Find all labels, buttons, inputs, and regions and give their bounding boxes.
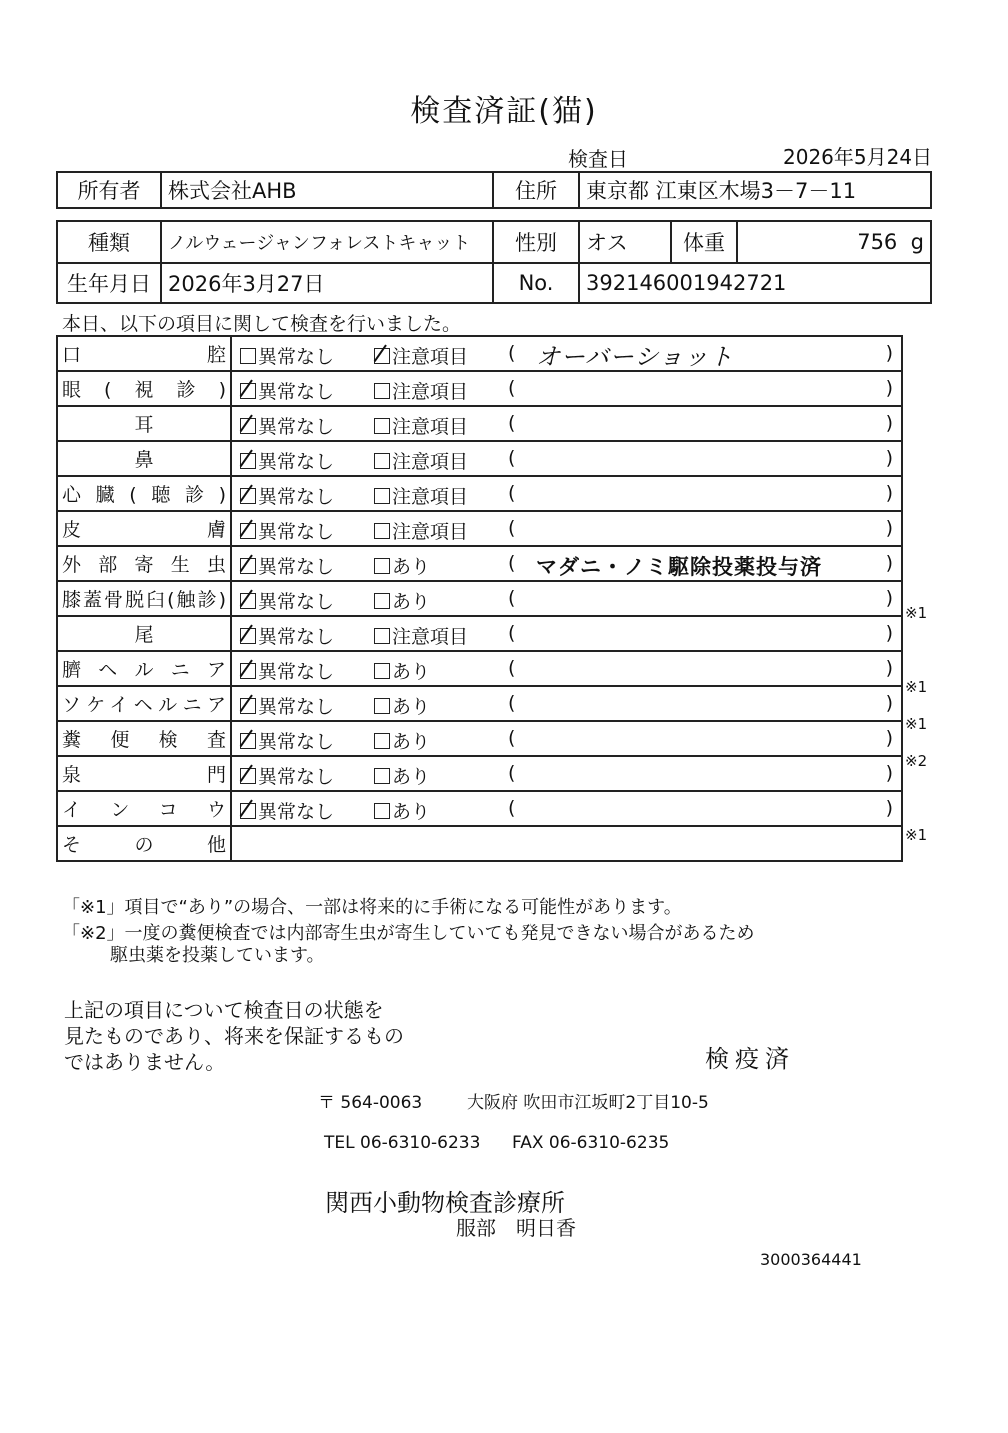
normal-option[interactable] bbox=[240, 622, 334, 649]
finding-option[interactable] bbox=[374, 587, 430, 614]
exam-item-note: マダニ・ノミ駆除投薬投与済 bbox=[536, 555, 822, 579]
finding-option-label: 注意項目 bbox=[392, 381, 469, 403]
footnote-mark: ※1 bbox=[905, 604, 928, 622]
checkbox-icon[interactable] bbox=[240, 418, 256, 434]
birth-label: 生年月日 bbox=[57, 263, 161, 303]
normal-option[interactable] bbox=[240, 517, 334, 544]
finding-option[interactable] bbox=[374, 657, 430, 684]
finding-option-label: あり bbox=[392, 591, 431, 613]
exam-row bbox=[57, 721, 902, 756]
paren-open: ( bbox=[508, 762, 516, 784]
exam-item-name bbox=[57, 546, 231, 581]
paren-open: ( bbox=[508, 342, 516, 364]
exam-item-result bbox=[231, 546, 902, 581]
paren-open: ( bbox=[508, 622, 516, 644]
exam-item-result bbox=[231, 406, 902, 441]
other-value[interactable] bbox=[231, 826, 902, 861]
checkbox-icon[interactable] bbox=[374, 663, 390, 679]
paren-open: ( bbox=[508, 692, 516, 714]
normal-option[interactable] bbox=[240, 657, 334, 684]
exam-table bbox=[56, 335, 903, 862]
paren-open: ( bbox=[508, 657, 516, 679]
footnote-1: 「※1」項目で“あり”の場合、一部は将来的に手術になる可能性があります。 bbox=[62, 897, 682, 918]
exam-item-result bbox=[231, 371, 902, 406]
finding-option[interactable] bbox=[374, 622, 468, 649]
normal-option-label: 異常なし bbox=[258, 661, 335, 683]
exam-item-name bbox=[57, 791, 231, 826]
footnote-mark: ※1 bbox=[905, 826, 928, 844]
paren-open: ( bbox=[508, 482, 516, 504]
exam-item-name bbox=[57, 581, 231, 616]
footnote-mark: ※1 bbox=[905, 715, 928, 733]
clinic-postal: 〒 564-0063 bbox=[318, 1093, 423, 1113]
exam-item-label: 心臓(聴診) bbox=[62, 484, 226, 506]
exam-item-name bbox=[57, 826, 231, 861]
finding-option-label: 注意項目 bbox=[392, 451, 469, 473]
checkbox-icon[interactable] bbox=[374, 628, 390, 644]
exam-row bbox=[57, 651, 902, 686]
pet-table bbox=[56, 220, 932, 304]
exam-item-name bbox=[57, 476, 231, 511]
exam-item-label: インコウ bbox=[62, 799, 226, 821]
normal-option-label: 異常なし bbox=[258, 451, 335, 473]
exam-item-result bbox=[231, 476, 902, 511]
exam-item-result bbox=[231, 651, 902, 686]
normal-option[interactable] bbox=[240, 447, 334, 474]
finding-option[interactable] bbox=[374, 727, 430, 754]
finding-option-label: あり bbox=[392, 801, 431, 823]
normal-option-label: 異常なし bbox=[258, 381, 335, 403]
finding-option-label: あり bbox=[392, 556, 431, 578]
exam-row bbox=[57, 616, 902, 651]
owner-table bbox=[56, 171, 932, 209]
normal-option-label: 異常なし bbox=[258, 346, 335, 368]
finding-option[interactable] bbox=[374, 797, 430, 824]
exam-date-label: 検査日 bbox=[568, 147, 628, 171]
finding-option[interactable] bbox=[374, 517, 468, 544]
clinic-address: 大阪府 吹田市江坂町2丁目10-5 bbox=[467, 1093, 709, 1113]
number-label: No. bbox=[493, 263, 579, 303]
exam-item-result bbox=[231, 756, 902, 791]
checkbox-icon[interactable] bbox=[240, 453, 256, 469]
normal-option[interactable] bbox=[240, 412, 334, 439]
weight-label: 体重 bbox=[671, 221, 737, 263]
normal-option-label: 異常なし bbox=[258, 591, 335, 613]
exam-item-label: 糞便検査 bbox=[62, 729, 226, 751]
exam-item-label: 眼(視診) bbox=[62, 379, 226, 401]
owner-label: 所有者 bbox=[57, 172, 161, 208]
exam-item-name bbox=[57, 616, 231, 651]
finding-option-label: あり bbox=[392, 661, 431, 683]
normal-option[interactable] bbox=[240, 797, 334, 824]
exam-item-label: 耳 bbox=[134, 414, 154, 436]
finding-option[interactable] bbox=[374, 552, 430, 579]
exam-row bbox=[57, 686, 902, 721]
serial-number: 3000364441 bbox=[760, 1250, 862, 1269]
exam-item-name bbox=[57, 406, 231, 441]
exam-item-name bbox=[57, 756, 231, 791]
exam-item-result bbox=[231, 581, 902, 616]
normal-option[interactable] bbox=[240, 727, 334, 754]
sex-value: オス bbox=[579, 221, 671, 263]
address-label: 住所 bbox=[493, 172, 579, 208]
exam-row bbox=[57, 371, 902, 406]
paren-open: ( bbox=[508, 447, 516, 469]
exam-row bbox=[57, 336, 902, 371]
exam-row-other bbox=[57, 826, 902, 861]
exam-item-label: 膝蓋骨脱臼(触診) bbox=[62, 589, 226, 611]
paren-open: ( bbox=[508, 412, 516, 434]
doctor-name: 服部 明日香 bbox=[456, 1216, 576, 1240]
quarantine-stamp: 検疫済 bbox=[705, 1045, 795, 1073]
checkbox-icon[interactable] bbox=[374, 733, 390, 749]
paren-open: ( bbox=[508, 797, 516, 819]
checkbox-icon[interactable] bbox=[240, 698, 256, 714]
checkbox-icon[interactable] bbox=[374, 488, 390, 504]
exam-row bbox=[57, 406, 902, 441]
weight-cell bbox=[737, 221, 931, 263]
exam-item-label: ソケイヘルニア bbox=[62, 694, 226, 716]
clinic-fax: FAX 06-6310-6235 bbox=[512, 1133, 670, 1153]
exam-item-label: 泉門 bbox=[62, 764, 226, 786]
exam-item-result bbox=[231, 686, 902, 721]
exam-item-name bbox=[57, 371, 231, 406]
footnote-2-cont: 駆虫薬を投薬しています。 bbox=[110, 945, 325, 966]
checkbox-icon[interactable] bbox=[374, 803, 390, 819]
paren-open: ( bbox=[508, 727, 516, 749]
document-title: 検査済証(猫) bbox=[410, 94, 598, 129]
exam-item-result bbox=[231, 616, 902, 651]
normal-option-label: 異常なし bbox=[258, 696, 335, 718]
clinic-name: 関西小動物検査診療所 bbox=[325, 1189, 565, 1217]
checkbox-icon[interactable] bbox=[240, 803, 256, 819]
exam-item-label: 皮膚 bbox=[62, 519, 226, 541]
normal-option-label: 異常なし bbox=[258, 521, 335, 543]
finding-option[interactable] bbox=[374, 692, 430, 719]
paren-close: ) bbox=[885, 692, 893, 714]
exam-row bbox=[57, 581, 902, 616]
finding-option-label: 注意項目 bbox=[392, 346, 469, 368]
weight-value: 756 bbox=[857, 230, 898, 254]
checkbox-icon[interactable] bbox=[240, 628, 256, 644]
normal-option-label: 異常なし bbox=[258, 416, 335, 438]
normal-option[interactable] bbox=[240, 342, 334, 369]
checkbox-icon[interactable] bbox=[374, 383, 390, 399]
finding-option[interactable] bbox=[374, 482, 468, 509]
exam-item-name bbox=[57, 721, 231, 756]
exam-item-note: オーバーショット bbox=[536, 343, 734, 371]
exam-row bbox=[57, 756, 902, 791]
exam-item-result bbox=[231, 336, 902, 371]
paren-open: ( bbox=[508, 587, 516, 609]
paren-close: ) bbox=[885, 482, 893, 504]
checkbox-icon[interactable] bbox=[374, 558, 390, 574]
exam-item-name bbox=[57, 511, 231, 546]
exam-date-value: 2026年5月24日 bbox=[783, 145, 933, 169]
footnote-mark: ※1 bbox=[905, 678, 928, 696]
checkbox-icon[interactable] bbox=[240, 488, 256, 504]
checkbox-icon[interactable] bbox=[240, 383, 256, 399]
checkbox-icon[interactable] bbox=[374, 698, 390, 714]
intro-text: 本日、以下の項目に関して検査を行いました。 bbox=[62, 313, 462, 335]
paren-close: ) bbox=[885, 797, 893, 819]
checkbox-icon[interactable] bbox=[240, 558, 256, 574]
paren-close: ) bbox=[885, 342, 893, 364]
clinic-tel: TEL 06-6310-6233 bbox=[324, 1133, 481, 1153]
checkbox-icon[interactable] bbox=[240, 523, 256, 539]
paren-close: ) bbox=[885, 517, 893, 539]
checkbox-icon[interactable] bbox=[240, 593, 256, 609]
checkbox-icon[interactable] bbox=[374, 768, 390, 784]
normal-option-label: 異常なし bbox=[258, 731, 335, 753]
exam-item-label: 尾 bbox=[134, 624, 154, 646]
normal-option[interactable] bbox=[240, 692, 334, 719]
exam-item-result bbox=[231, 441, 902, 476]
finding-option[interactable] bbox=[374, 762, 430, 789]
normal-option[interactable] bbox=[240, 377, 334, 404]
paren-close: ) bbox=[885, 447, 893, 469]
disclaimer-line-2: 見たものであり、将来を保証するもの bbox=[64, 1024, 404, 1048]
breed-value: ノルウェージャンフォレストキャット bbox=[161, 221, 493, 263]
footnote-2: 「※2」一度の糞便検査では内部寄生虫が寄生していても発見できない場合があるため bbox=[62, 923, 755, 944]
finding-option-label: 注意項目 bbox=[392, 486, 469, 508]
finding-option-label: あり bbox=[392, 766, 431, 788]
finding-option-label: 注意項目 bbox=[392, 416, 469, 438]
exam-item-result bbox=[231, 511, 902, 546]
paren-close: ) bbox=[885, 587, 893, 609]
exam-row bbox=[57, 511, 902, 546]
exam-item-label: 鼻 bbox=[134, 449, 154, 471]
normal-option-label: 異常なし bbox=[258, 626, 335, 648]
normal-option[interactable] bbox=[240, 482, 334, 509]
normal-option-label: 異常なし bbox=[258, 486, 335, 508]
paren-open: ( bbox=[508, 517, 516, 539]
checkbox-icon[interactable] bbox=[374, 453, 390, 469]
birth-value: 2026年3月27日 bbox=[161, 263, 493, 303]
paren-close: ) bbox=[885, 412, 893, 434]
paren-close: ) bbox=[885, 762, 893, 784]
finding-option-label: あり bbox=[392, 731, 431, 753]
normal-option-label: 異常なし bbox=[258, 801, 335, 823]
checkbox-icon[interactable] bbox=[374, 523, 390, 539]
disclaimer-line-3: ではありません。 bbox=[64, 1050, 226, 1074]
finding-option[interactable] bbox=[374, 342, 468, 369]
checkbox-icon[interactable] bbox=[240, 768, 256, 784]
exam-row bbox=[57, 476, 902, 511]
other-label: その他 bbox=[62, 834, 226, 856]
number-value: 392146001942721 bbox=[579, 263, 931, 303]
paren-close: ) bbox=[885, 552, 893, 574]
paren-close: ) bbox=[885, 657, 893, 679]
exam-item-name bbox=[57, 441, 231, 476]
checkbox-icon[interactable] bbox=[240, 663, 256, 679]
exam-row bbox=[57, 546, 902, 581]
finding-option[interactable] bbox=[374, 447, 468, 474]
exam-item-label: 外部寄生虫 bbox=[62, 554, 226, 576]
finding-option-label: 注意項目 bbox=[392, 626, 469, 648]
exam-item-label: 口腔 bbox=[62, 344, 226, 366]
finding-option-label: あり bbox=[392, 696, 431, 718]
finding-option[interactable] bbox=[374, 412, 468, 439]
paren-open: ( bbox=[508, 377, 516, 399]
exam-item-name bbox=[57, 336, 231, 371]
exam-item-result bbox=[231, 791, 902, 826]
finding-option-label: 注意項目 bbox=[392, 521, 469, 543]
paren-open: ( bbox=[508, 552, 516, 574]
exam-item-name bbox=[57, 686, 231, 721]
weight-unit: g bbox=[910, 230, 924, 254]
checkbox-icon[interactable] bbox=[374, 418, 390, 434]
normal-option-label: 異常なし bbox=[258, 766, 335, 788]
finding-option[interactable] bbox=[374, 377, 468, 404]
paren-close: ) bbox=[885, 622, 893, 644]
checkbox-icon[interactable] bbox=[240, 348, 256, 364]
normal-option[interactable] bbox=[240, 552, 334, 579]
disclaimer-line-1: 上記の項目について検査日の状態を bbox=[64, 998, 384, 1022]
address-value: 東京都 江東区木場3－7－11 bbox=[579, 172, 931, 208]
sex-label: 性別 bbox=[493, 221, 579, 263]
owner-value: 株式会社AHB bbox=[161, 172, 493, 208]
paren-close: ) bbox=[885, 377, 893, 399]
paren-close: ) bbox=[885, 727, 893, 749]
exam-item-name bbox=[57, 651, 231, 686]
exam-item-result bbox=[231, 721, 902, 756]
checkbox-icon[interactable] bbox=[374, 348, 390, 364]
normal-option[interactable] bbox=[240, 762, 334, 789]
normal-option-label: 異常なし bbox=[258, 556, 335, 578]
footnote-mark: ※2 bbox=[905, 752, 928, 770]
breed-label: 種類 bbox=[57, 221, 161, 263]
checkbox-icon[interactable] bbox=[240, 733, 256, 749]
exam-row bbox=[57, 791, 902, 826]
checkbox-icon[interactable] bbox=[374, 593, 390, 609]
exam-item-label: 臍ヘルニア bbox=[62, 659, 226, 681]
exam-row bbox=[57, 441, 902, 476]
normal-option[interactable] bbox=[240, 587, 334, 614]
